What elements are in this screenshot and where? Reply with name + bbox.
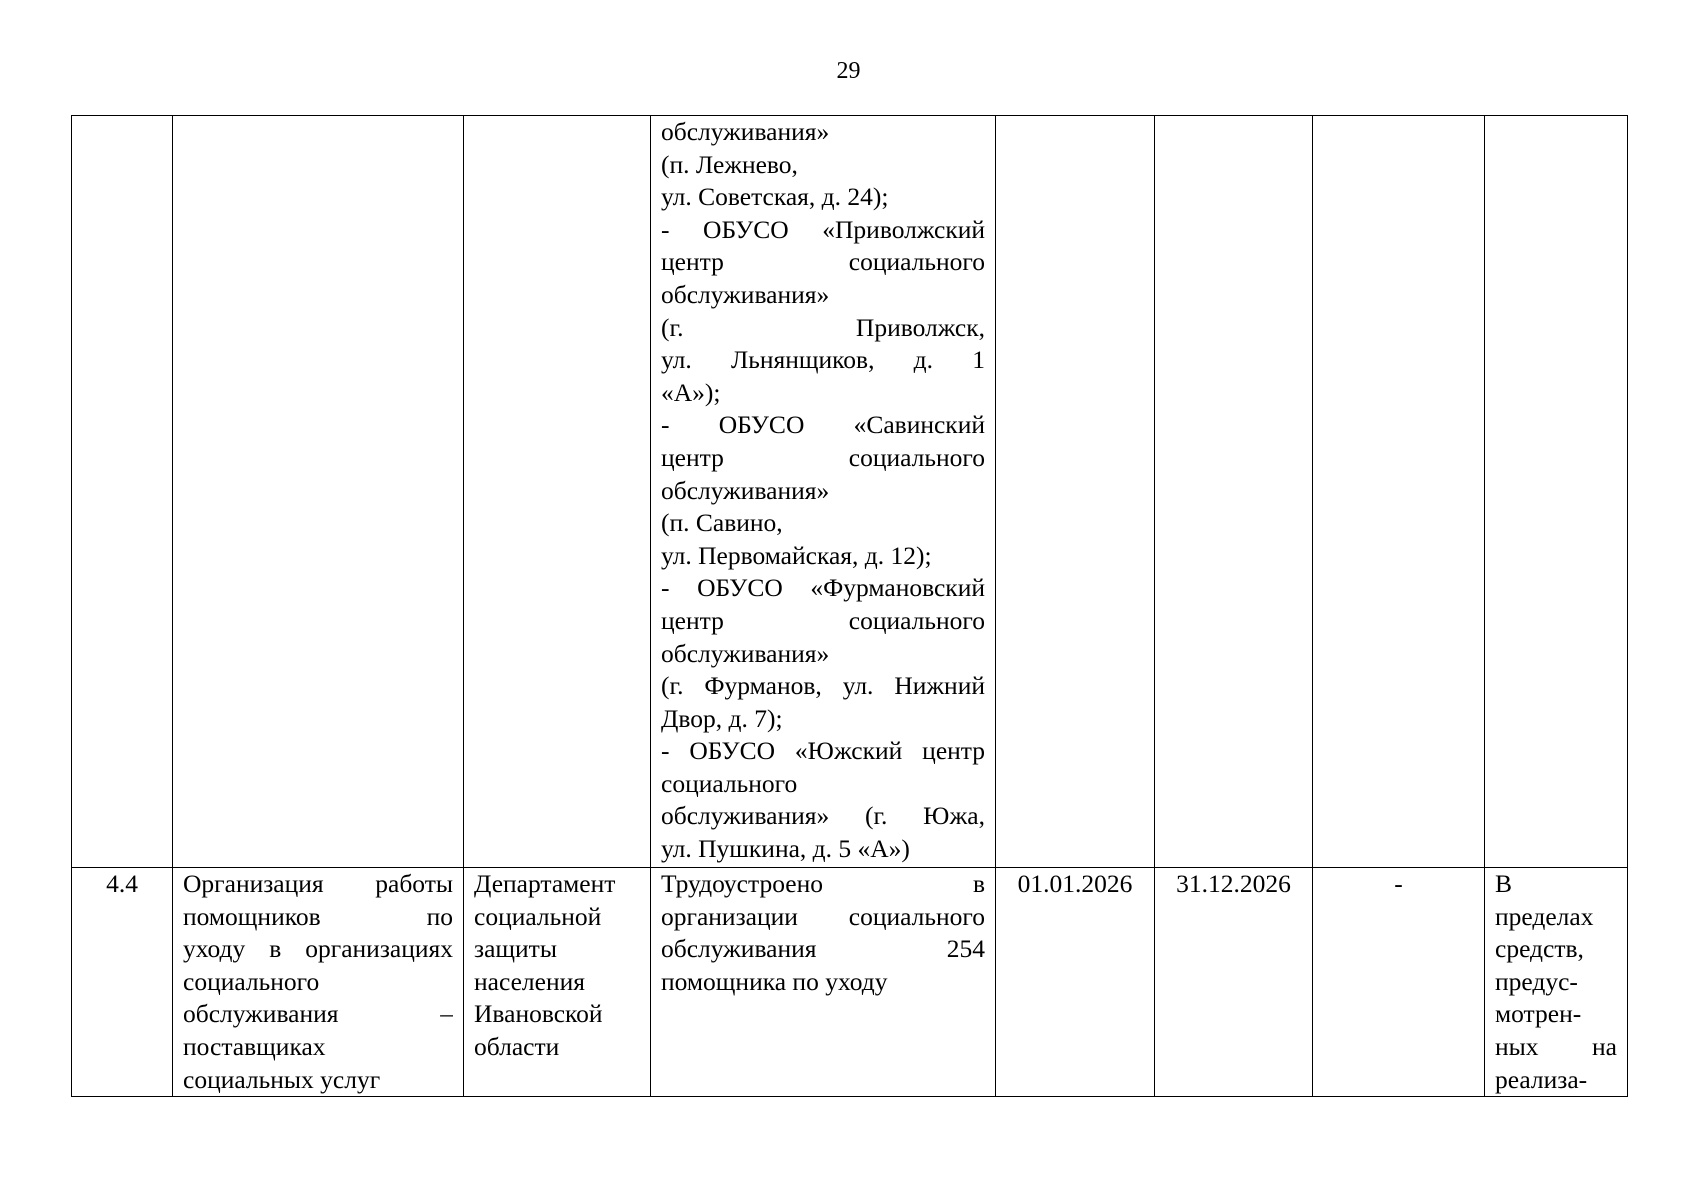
text-line: Ивановской [474, 999, 603, 1029]
text-line: «А»); [661, 377, 721, 407]
start-date-cell [996, 116, 1155, 868]
text-line: обслуживания – [183, 999, 453, 1029]
text-line: населения [474, 966, 585, 996]
text-line: обслуживания» [661, 638, 830, 668]
text-line: предус- [1495, 966, 1578, 996]
text-line: ных на [1495, 1031, 1617, 1061]
result-cell [651, 116, 996, 868]
text-line: социальной [474, 901, 602, 931]
text-line: социального [183, 966, 320, 996]
text-line: (п. Лежнево, [661, 149, 798, 179]
text-line: Организация работы [183, 869, 453, 898]
executor-cell [464, 116, 651, 868]
text-line: - ОБУСО «Южский центр [661, 736, 985, 766]
text-line: социальных услуг [183, 1064, 381, 1094]
text-line: обслуживания» [661, 279, 830, 309]
text-line: Департамент [474, 869, 616, 898]
text-line: обслуживания» [661, 475, 830, 505]
end-date-cell: 31.12.2026 [1155, 868, 1313, 1097]
text-line: обслуживания» [661, 117, 830, 146]
end-date-cell [1155, 116, 1313, 868]
text-line: Двор, д. 7); [661, 703, 783, 733]
text-line: В [1495, 869, 1513, 898]
text-line: обслуживания 254 [661, 934, 985, 964]
text-line: защиты [474, 934, 557, 964]
text-line: помощников по [183, 901, 453, 931]
text-line: пределах [1495, 901, 1594, 931]
text-line: - ОБУСО «Приволжский [661, 214, 985, 244]
event-cell [173, 868, 464, 1097]
executor-cell [464, 868, 651, 1097]
text-line: ул. Первомайская, д. 12); [661, 540, 932, 570]
text-line: ул. Льнянщиков, д. 1 [661, 345, 985, 375]
funding-cell [1485, 868, 1628, 1097]
text-line: (г. Приволжск, [661, 312, 985, 342]
text-line: помощника по уходу [661, 966, 888, 996]
row-number-cell: 4.4 [72, 868, 173, 1097]
funding-cell [1485, 116, 1628, 868]
page-number: 29 [836, 58, 861, 84]
text-line: Трудоустроено в [661, 869, 985, 898]
text-line: реализа- [1495, 1064, 1588, 1094]
text-line: центр социального [661, 605, 985, 635]
text-line: ул. Пушкина, д. 5 «А») [661, 834, 910, 864]
text-line: мотрен- [1495, 999, 1582, 1029]
text-line: - ОБУСО «Савинский [661, 410, 985, 440]
text-line: (г. Фурманов, ул. Нижний [661, 671, 985, 701]
table-row [72, 116, 1628, 868]
start-date-cell: 01.01.2026 [996, 868, 1155, 1097]
row-number-cell [72, 116, 173, 868]
text-line: средств, [1495, 934, 1584, 964]
table-body [72, 116, 1628, 1097]
text-line: обслуживания» (г. Южа, [661, 801, 985, 831]
text-line: (п. Савино, [661, 508, 783, 538]
text-line: центр социального [661, 247, 985, 277]
amount-cell [1313, 116, 1485, 868]
amount-cell: - [1313, 868, 1485, 1097]
text-line: области [474, 1031, 560, 1061]
plan-table [71, 115, 1628, 1097]
text-line: - ОБУСО «Фурмановский [661, 573, 985, 603]
text-line: организации социального [661, 901, 985, 931]
text-line: социального [661, 768, 798, 798]
text-line: ул. Советская, д. 24); [661, 182, 889, 212]
text-line: центр социального [661, 442, 985, 472]
text-line: поставщиках [183, 1031, 326, 1061]
event-cell [173, 116, 464, 868]
text-line: уходу в организациях [183, 934, 453, 964]
table-row [72, 868, 1628, 1097]
result-cell [651, 868, 996, 1097]
